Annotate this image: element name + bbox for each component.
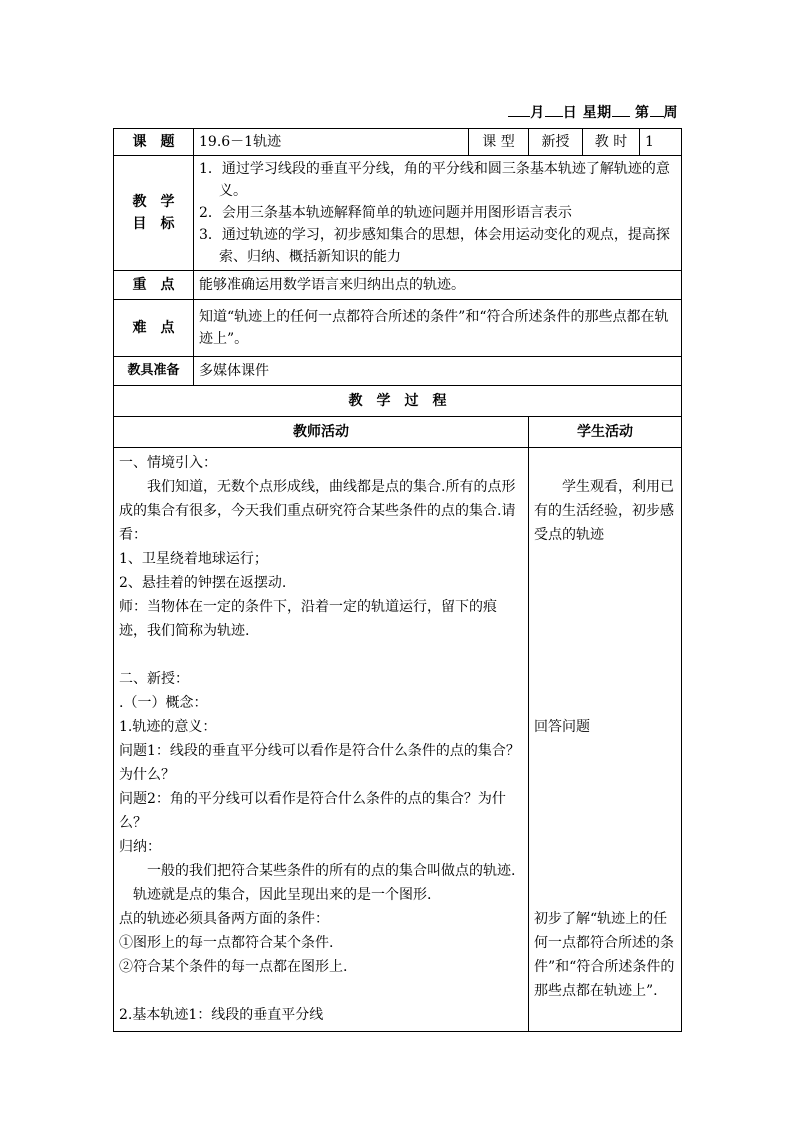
day-blank [545, 104, 563, 117]
activity-header-row [114, 417, 682, 448]
spacer [119, 643, 523, 667]
topic-value: 19.6－1轨迹 [194, 129, 469, 156]
question-1: 问题1：线段的垂直平分线可以看作是符合什么条件的点的集合？为什么？ [119, 743, 520, 783]
month-label: 月 [530, 105, 545, 121]
goal-item: 2．会用三条基本轨迹解释简单的轨迹问题并用图形语言表示 [199, 205, 572, 221]
hours-value: 1 [640, 129, 682, 156]
weekday-blank [612, 104, 630, 117]
teacher-activity [114, 448, 529, 1032]
student-note: 初步了解“轨迹上的任何一点都符合所述的条件”和“符合所述条件的那些点都在轨迹上”. [534, 911, 675, 999]
spacer [119, 979, 523, 1003]
day-label: 日 [562, 105, 578, 121]
student-header: 学生活动 [529, 417, 682, 448]
condition-item: ②符合某个条件的每一点都在图形上. [119, 959, 348, 975]
difficulty-value: 知道“轨迹上的任何一点都符合所述的条件”和“符合所述条件的那些点都在轨迹上”。 [194, 300, 682, 357]
summary-paragraph: 轨迹就是点的集合，因此呈现出来的是一个图形. [133, 887, 432, 903]
student-note: 学生观看，利用已有的生活经验，初步感受点的轨迹 [534, 479, 674, 543]
activity-row [114, 448, 682, 1032]
tools-label: 教具准备 [114, 357, 194, 386]
summary-paragraph: 点的轨迹必须具备两方面的条件： [119, 911, 329, 927]
section2-title: 二、新授： [119, 671, 189, 687]
goals-label-line2: 目 标 [132, 216, 175, 232]
student-activity [529, 448, 682, 1032]
section1-paragraph: 师：当物体在一定的条件下，沿着一定的轨道运行，留下的痕迹，我们简称为轨迹. [119, 599, 497, 639]
lesson-plan-table [113, 128, 682, 1032]
summary-paragraph: 一般的我们把符合某些条件的所有的点的集合叫做点的轨迹. [147, 863, 516, 879]
question-2: 问题2：角的平分线可以看作是符合什么条件的点的集合？为什么？ [119, 791, 506, 831]
weekday-label: 星期 [582, 105, 612, 121]
goals-list [199, 158, 676, 268]
goals-label-line1: 教 学 [132, 194, 175, 210]
topic-label: 课 题 [114, 129, 194, 156]
date-line [508, 102, 678, 122]
topic-row [114, 129, 682, 156]
tools-row [114, 357, 682, 386]
teacher-header: 教师活动 [114, 417, 529, 448]
tools-value: 多媒体课件 [194, 357, 682, 386]
key-label: 重 点 [114, 271, 194, 300]
summary-label: 归纳： [119, 839, 161, 855]
week-suffix: 周 [663, 105, 678, 121]
goal-item: 3．通过轨迹的学习，初步感知集合的思想，体会用运动变化的观点，提高探索、归纳、概括新知识的能力 [199, 227, 670, 265]
student-note: 回答问题 [534, 719, 590, 735]
section1-title: 一、情境引入： [119, 455, 217, 471]
section2-subtitle: .（一）概念： [119, 695, 208, 711]
week-blank [650, 104, 664, 117]
section2-heading: 2.基本轨迹1：线段的垂直平分线 [119, 1007, 324, 1023]
section1-item: 2、悬挂着的钟摆在返摆动. [119, 575, 287, 591]
section2-heading: 1.轨迹的意义： [119, 719, 217, 735]
goal-item: 1．通过学习线段的垂直平分线，角的平分线和圆三条基本轨迹了解轨迹的意义。 [199, 161, 670, 199]
key-row [114, 271, 682, 300]
section1-item: 1、卫星绕着地球运行； [119, 551, 268, 567]
process-title-row [114, 386, 682, 417]
difficulty-row [114, 300, 682, 357]
month-blank [508, 104, 530, 117]
goals-row [114, 156, 682, 271]
goals-label [114, 156, 194, 271]
type-label: 课 型 [469, 129, 529, 156]
hours-label: 教 时 [583, 129, 640, 156]
week-prefix: 第 [635, 105, 650, 121]
condition-item: ①图形上的每一点都符合某个条件. [119, 935, 334, 951]
type-value: 新授 [529, 129, 583, 156]
key-value: 能够准确运用数学语言来归纳出点的轨迹。 [194, 271, 682, 300]
goals-cell [194, 156, 682, 271]
difficulty-label: 难 点 [114, 300, 194, 357]
process-title: 教 学 过 程 [114, 386, 682, 417]
section1-paragraph: 我们知道，无数个点形成线，曲线都是点的集合.所有的点形成的集合有很多，今天我们重点研究符合某些条件的点的集合.请看： [119, 479, 516, 543]
